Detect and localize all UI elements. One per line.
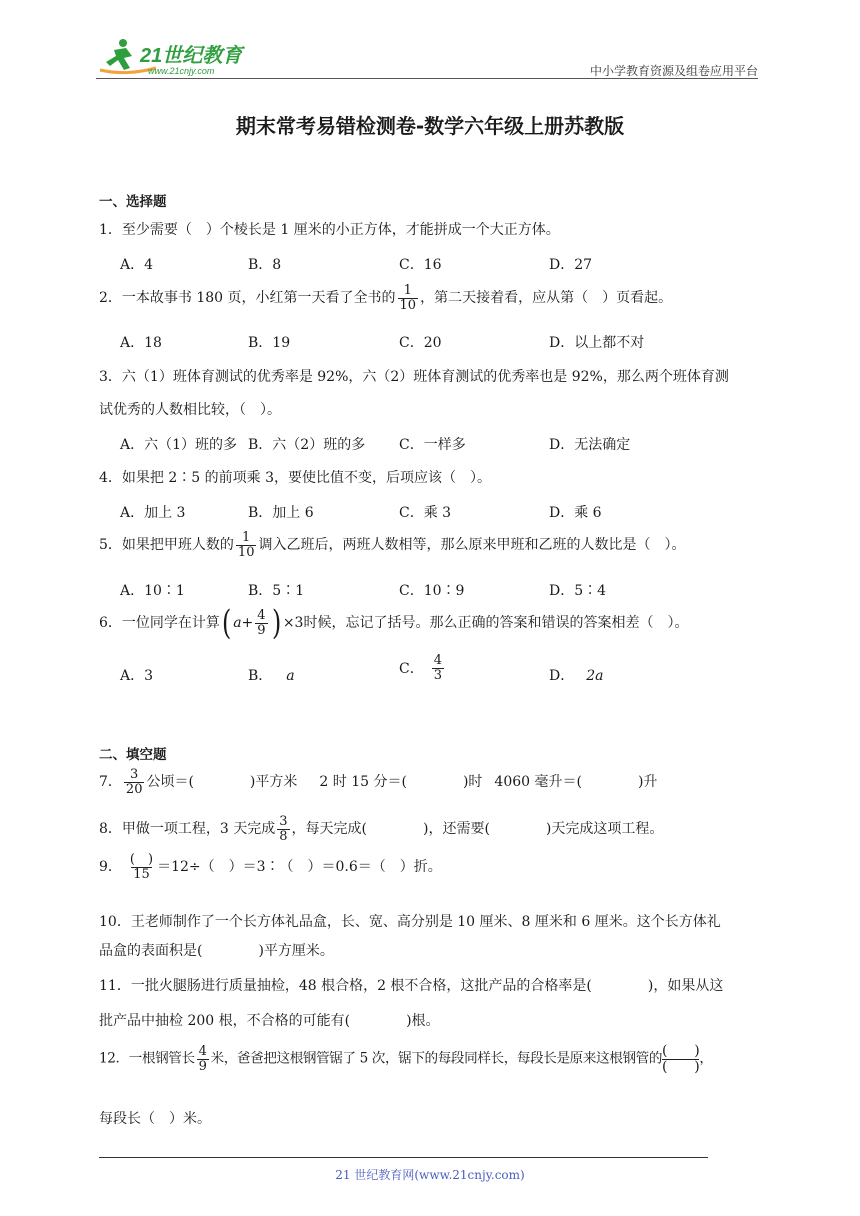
section-heading-fill: 二、填空题 — [99, 747, 167, 763]
q4-option-c: C．乘 3 — [399, 505, 452, 521]
question-12-line-2: 每段长（ ）米。 — [99, 1111, 211, 1127]
q5-option-b: B．5∶1 — [248, 583, 305, 599]
q1-option-a: A．4 — [120, 257, 154, 273]
q2-option-c: C．20 — [399, 335, 442, 351]
q6-option-b: B． a — [248, 668, 295, 684]
q5-option-d: D．5∶4 — [549, 583, 607, 599]
q3-option-b: B．六（2）班的多 — [248, 437, 366, 453]
question-9: 9． $\frac{( )}{15}$ ＝12÷（ ）＝3∶（ ）＝0.6＝（ ）折。 — [99, 852, 442, 882]
page-title: 期末常考易错检测卷-数学六年级上册苏教版 — [235, 114, 625, 138]
question-7: 7． $\frac{3}{20}$ 公顷＝( )平方米 2 时 15 分＝( )时 4060 毫升＝( )升 — [99, 767, 658, 797]
section-heading-choice: 一、选择题 — [99, 194, 167, 210]
question-3-line-1: 3．六（1）班体育测试的优秀率是 92%，六（2）班体育测试的优秀率也是 92%，那么两个班体育测 — [99, 369, 729, 385]
question-11-line-1: 11．一批火腿肠进行质量抽检，48 根合格，2 根不合格，这批产品的合格率是( )，如果从这 — [99, 978, 724, 994]
svg-text:21世纪教育: 21世纪教育 — [140, 45, 243, 67]
question-1: 1．至少需要（ ）个棱长是 1 厘米的小正方体，才能拼成一个大正方体。 — [99, 222, 560, 238]
q6-option-a: A．3 — [120, 668, 154, 684]
q4-option-a: A．加上 3 — [120, 505, 186, 521]
q2-option-d: D．以上都不对 — [549, 335, 645, 351]
q4-option-b: B．加上 6 — [248, 505, 314, 521]
q2-option-b: B．19 — [248, 335, 291, 351]
q3-option-a: A．六（1）班的多 — [120, 437, 238, 453]
q6-option-d: D． 2a — [549, 668, 604, 684]
question-6: 6．一位同学在计算( a+ $\frac{4}{9}$ ) ×3时候，忘记了括号。那么正确的答案和错误的答案相差（ ）。 — [99, 603, 689, 643]
question-2: 2．一本故事书 180 页，小红第一天看了全书的 $\frac{1}{10}$ ，第二天接着看，应从第（ ）页看起。 — [99, 283, 673, 313]
fraction: $\frac{1}{10}$ — [237, 530, 255, 560]
header-divider — [96, 78, 758, 79]
q3-option-d: D．无法确定 — [549, 437, 631, 453]
question-3-line-2: 试优秀的人数相比较，（ ）。 — [99, 402, 281, 418]
q2-option-a: A．18 — [120, 335, 162, 351]
q1-option-c: C．16 — [399, 257, 442, 273]
q6-option-c: C． $\frac{4}{3}$ — [399, 653, 442, 683]
footer-text: 21 世纪教育网(www.21cnjy.com) — [335, 1168, 525, 1182]
q5-option-c: C．10∶9 — [399, 583, 465, 599]
platform-label: 中小学教育资源及组卷应用平台 — [589, 64, 758, 78]
site-logo — [96, 36, 256, 78]
q5-option-a: A．10∶1 — [120, 583, 185, 599]
question-5: 5．如果把甲班人数的 $\frac{1}{10}$ 调入乙班后，两班人数相等，那么原来甲班和乙班的人数比是（ ）。 — [99, 530, 686, 560]
fraction: $\frac{1}{10}$ — [399, 283, 417, 313]
question-4: 4．如果把 2∶5 的前项乘 3，要使比值不变，后项应该（ ）。 — [99, 470, 491, 486]
q4-option-d: D．乘 6 — [549, 505, 602, 521]
q3-option-c: C．一样多 — [399, 437, 466, 453]
q1-option-b: B．8 — [248, 257, 282, 273]
q1-option-d: D．27 — [549, 257, 593, 273]
question-11-line-2: 批产品中抽检 200 根，不合格的可能有( )根。 — [99, 1013, 440, 1029]
question-8: 8．甲做一项工程，3 天完成 $\frac{3}{8}$ ，每天完成( )，还需要( )天完成这项工程。 — [99, 814, 664, 844]
question-10-line-1: 10．王老师制作了一个长方体礼品盒，长、宽、高分别是 10 厘米、8 厘米和 6 厘米。这个长方体礼 — [99, 914, 721, 930]
footer-divider — [99, 1157, 708, 1158]
question-10-line-2: 品盒的表面积是( )平方厘米。 — [99, 943, 334, 959]
question-12: 12．一根钢管长 $\frac{4}{9}$ 米，爸爸把这根钢管锯了 5 次，锯下的每段同样长，每段长是原来这根钢管的 ( ) ( ) ， — [99, 1043, 713, 1075]
svg-text:www.21cnjy.com: www.21cnjy.com — [148, 66, 215, 76]
